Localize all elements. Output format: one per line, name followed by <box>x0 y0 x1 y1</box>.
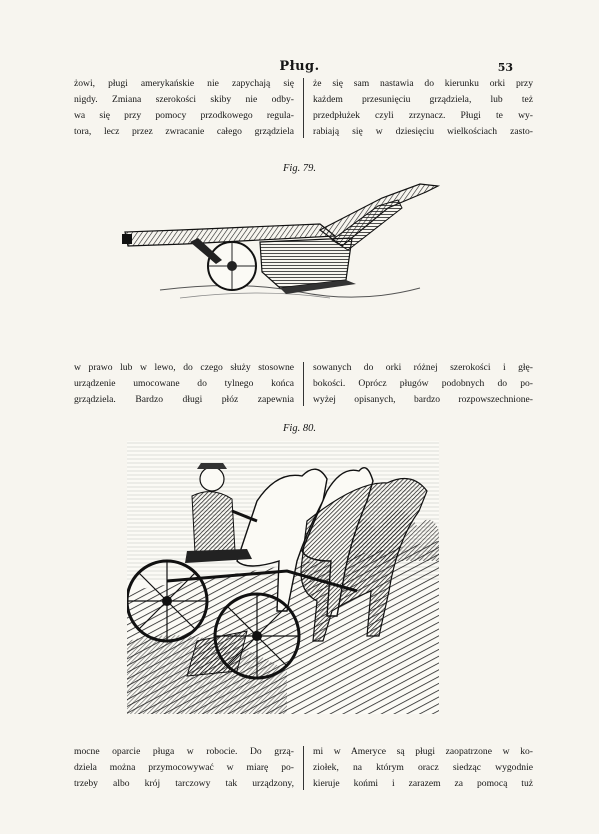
sulky-plough-illustration <box>127 441 439 714</box>
text-line: rabiają się w dziesięciu wielkościach zasto- <box>313 126 533 137</box>
column-left <box>74 744 294 792</box>
text-line: że się sam nastawia do kierunku orki przy <box>313 78 533 89</box>
text-line: grządziela. Bardzo długi płóz zapewnia <box>74 394 294 405</box>
running-header: Pług. <box>279 59 320 74</box>
column-gutter <box>294 360 313 408</box>
column-right <box>313 744 533 792</box>
text-line: mocne oparcie pługa w robocie. Do grzą- <box>74 746 294 757</box>
text-line: każdem przesunięciu grządziela, lub też <box>313 94 533 105</box>
text-line: sowanych do orki różnej szerokości i głę- <box>313 362 533 373</box>
column-right <box>313 76 533 140</box>
column-left <box>74 360 294 408</box>
column-right <box>313 360 533 408</box>
text-block-3 <box>74 744 533 792</box>
text-line: żowi, pługi amerykańskie nie zapychają się <box>74 78 294 89</box>
text-line: ziołek, na którym oracz siedząc wygodnie <box>313 762 533 773</box>
text-block-2 <box>74 360 533 408</box>
text-line: nigdy. Zmiana szerokości skiby nie odby- <box>74 94 294 105</box>
column-gutter <box>294 76 313 140</box>
text-line: w prawo lub w lewo, do czego służy stosowne <box>74 362 294 373</box>
page-number: 53 <box>497 61 513 74</box>
text-line: bokości. Oprócz pługów podobnych do po- <box>313 378 533 389</box>
column-rule <box>303 362 304 406</box>
figure-caption-80: Fig. 80. <box>283 423 316 434</box>
column-left <box>74 76 294 140</box>
text-line: kieruje końmi i zarazem za pomocą tuż <box>313 778 533 789</box>
text-line: urządzenie umocowane do tylnego końca <box>74 378 294 389</box>
column-rule <box>303 746 304 790</box>
text-line: mi w Ameryce są pługi zaopatrzone w ko- <box>313 746 533 757</box>
text-line: wa się przy pomocy przodkowego regula- <box>74 110 294 121</box>
text-line: przedpłużek czyli zrzynacz. Pługi te wy- <box>313 110 533 121</box>
column-gutter <box>294 744 313 792</box>
text-line: wyżej opisanych, bardzo rozpowszechnione- <box>313 394 533 405</box>
text-line: trzeby albo krój tarczowy tak urządzony, <box>74 778 294 789</box>
plough-illustration <box>120 180 460 315</box>
text-line: tora, lecz przez zwracanie całego grządziela <box>74 126 294 137</box>
column-rule <box>303 78 304 138</box>
text-line: dziela można przymocowywać w miarę po- <box>74 762 294 773</box>
text-block-1 <box>74 76 533 140</box>
figure-caption-79: Fig. 79. <box>283 163 316 174</box>
